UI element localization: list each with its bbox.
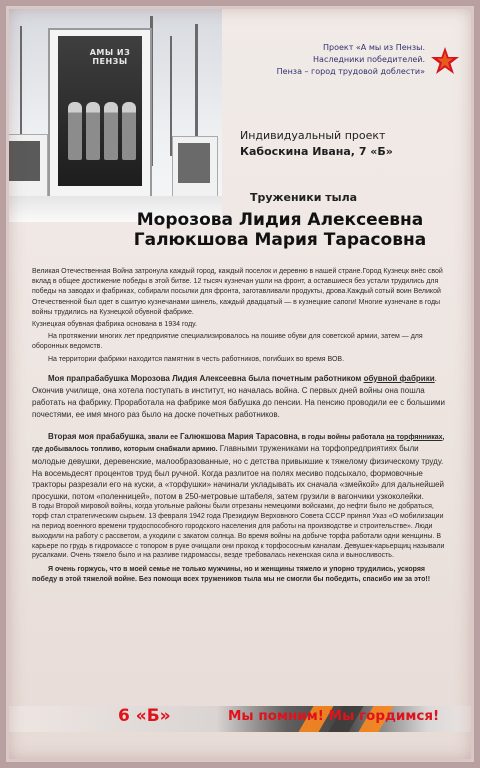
soldier-figure bbox=[104, 102, 118, 160]
name-galyukshova: Галюкшова Мария Тарасовна bbox=[133, 230, 427, 250]
memorial-stele bbox=[48, 28, 152, 202]
soldier-figure bbox=[86, 102, 100, 160]
class-label: 6 «Б» bbox=[118, 706, 171, 726]
photo-tree bbox=[20, 26, 22, 136]
project-title bbox=[255, 42, 425, 78]
slogan: Мы помним! Мы гордимся! bbox=[228, 708, 440, 724]
soldier-figure bbox=[122, 102, 136, 160]
grandma2-paragraph: Вторая моя прабабушка, звали ее Галюкшова Мария Тарасовна, в годы войны работала на торфянниках, где добывалось топливо, которым снабжали армию. Главными тружениками на торфопредприятиях были молодые девушки, деревенские, малообразованные, но с детства привыкшие к тяжелому физическому труду. На восемьдесят процентов труд был ручной. Когда разлитое на полях месиво подсыхало, формовочные тракторы разрезали его на куски, а «торфушки» начинали укладывать их сначала «змейкой» для дальнейшей просушки, потом «поленницей», потом в 250-метровые штабеля, затем грузили в вагончики узкоколейки. bbox=[32, 431, 445, 501]
closing-paragraph: Я очень горжусь, что в моей семье не только мужчины, но и женщины тяжело и упорно трудились, ускоряя победу в этой тяжелой войне. Без помощи всех тружеников тыла мы не смогли бы победить, спасибо им за это!! bbox=[32, 566, 431, 584]
individual-line: Индивидуальный проект bbox=[240, 129, 386, 142]
intro-monument: На территории фабрики находится памятник в честь работников, погибших во время ВОВ. bbox=[48, 355, 345, 363]
soldier-figure bbox=[68, 102, 82, 160]
grandma1-paragraph: Моя прапрабабушка Морозова Лидия Алексеевна была почетным работником обувной фабрики. Окончив училище, она хотела поступать в институт, но началась война. С первых дней войны она пошла работать на фабрику. Проработала на фабрике моя бабушка до пенсии. На пенсию проводили ее с большими почестями, ее имя много раз было на доске почетных работников. bbox=[32, 373, 445, 419]
individual-project bbox=[240, 128, 470, 160]
intro-paragraph: Великая Отечественная Война затронула каждый город, каждый поселок и деревню в нашей стране.Город Кузнецк внёс свой вклад в общее достижение победы в этой битве. 12 тысяч кузнечан ушли на фронт, а оставшиеся без устали трудились для победы на заводах и фабриках, собирали посылки для фронта, заготавливали продукты, дрова.Каждый сотый воин Великой Отечественной был одет в сшитую кузнечанами шинель, каждый двадцатый — в кузнецкие сапоги! Многие кузнечане в годы войны трудились на Кузнецкой обувной фабрике. bbox=[32, 268, 443, 316]
project-line: Наследники победителей. bbox=[313, 55, 425, 64]
author-line: Кабоскина Ивана, 7 «Б» bbox=[240, 145, 393, 158]
intro-specialization: На протяжении многих лет предприятие специализировалось на пошиве обуви для советской армии, затем — для оборонных ведомств. bbox=[32, 333, 423, 351]
project-line: Проект «А мы из Пензы. bbox=[322, 43, 425, 52]
intro-founding: Кузнецкая обувная фабрика основана в 1934 году. bbox=[32, 321, 197, 329]
stele-inscription: АМЫ ИЗ ПЕНЗЫ bbox=[89, 48, 131, 66]
rubric-title: Труженики тыла bbox=[250, 191, 358, 204]
names-heading bbox=[90, 210, 470, 250]
war-paragraph: В годы Второй мировой войны, когда угольные районы были отрезаны немецкими войсками, до нефти было не добраться, торф стал стратегическим сырьем. 13 февраля 1942 года Президиум Верховного Совета СССР принял Указ «О мобилизации на период военного времени трудоспособного городского населения для работы на производстве и строительстве». Люди выходили на работу с рассветом, а уходили с закатом солнца. Во время войны на добыче торфа работали одни женщины. В карьере по грудь в гидромассе с топором в руке очищали они проход к торфососным каналам. Девушек-карьерщиц называли русалками. Очень тяжело было и на разливе гидромассы, везде требовалась некенская сила и выносливость. bbox=[32, 503, 445, 560]
name-morozova: Морозова Лидия Алексеевна bbox=[136, 210, 424, 230]
memorial-photo bbox=[0, 6, 222, 222]
stele-panel bbox=[58, 36, 142, 186]
project-line: Пенза – город трудовой доблести» bbox=[276, 67, 425, 76]
red-star-icon bbox=[430, 46, 460, 76]
article-body bbox=[32, 267, 450, 585]
